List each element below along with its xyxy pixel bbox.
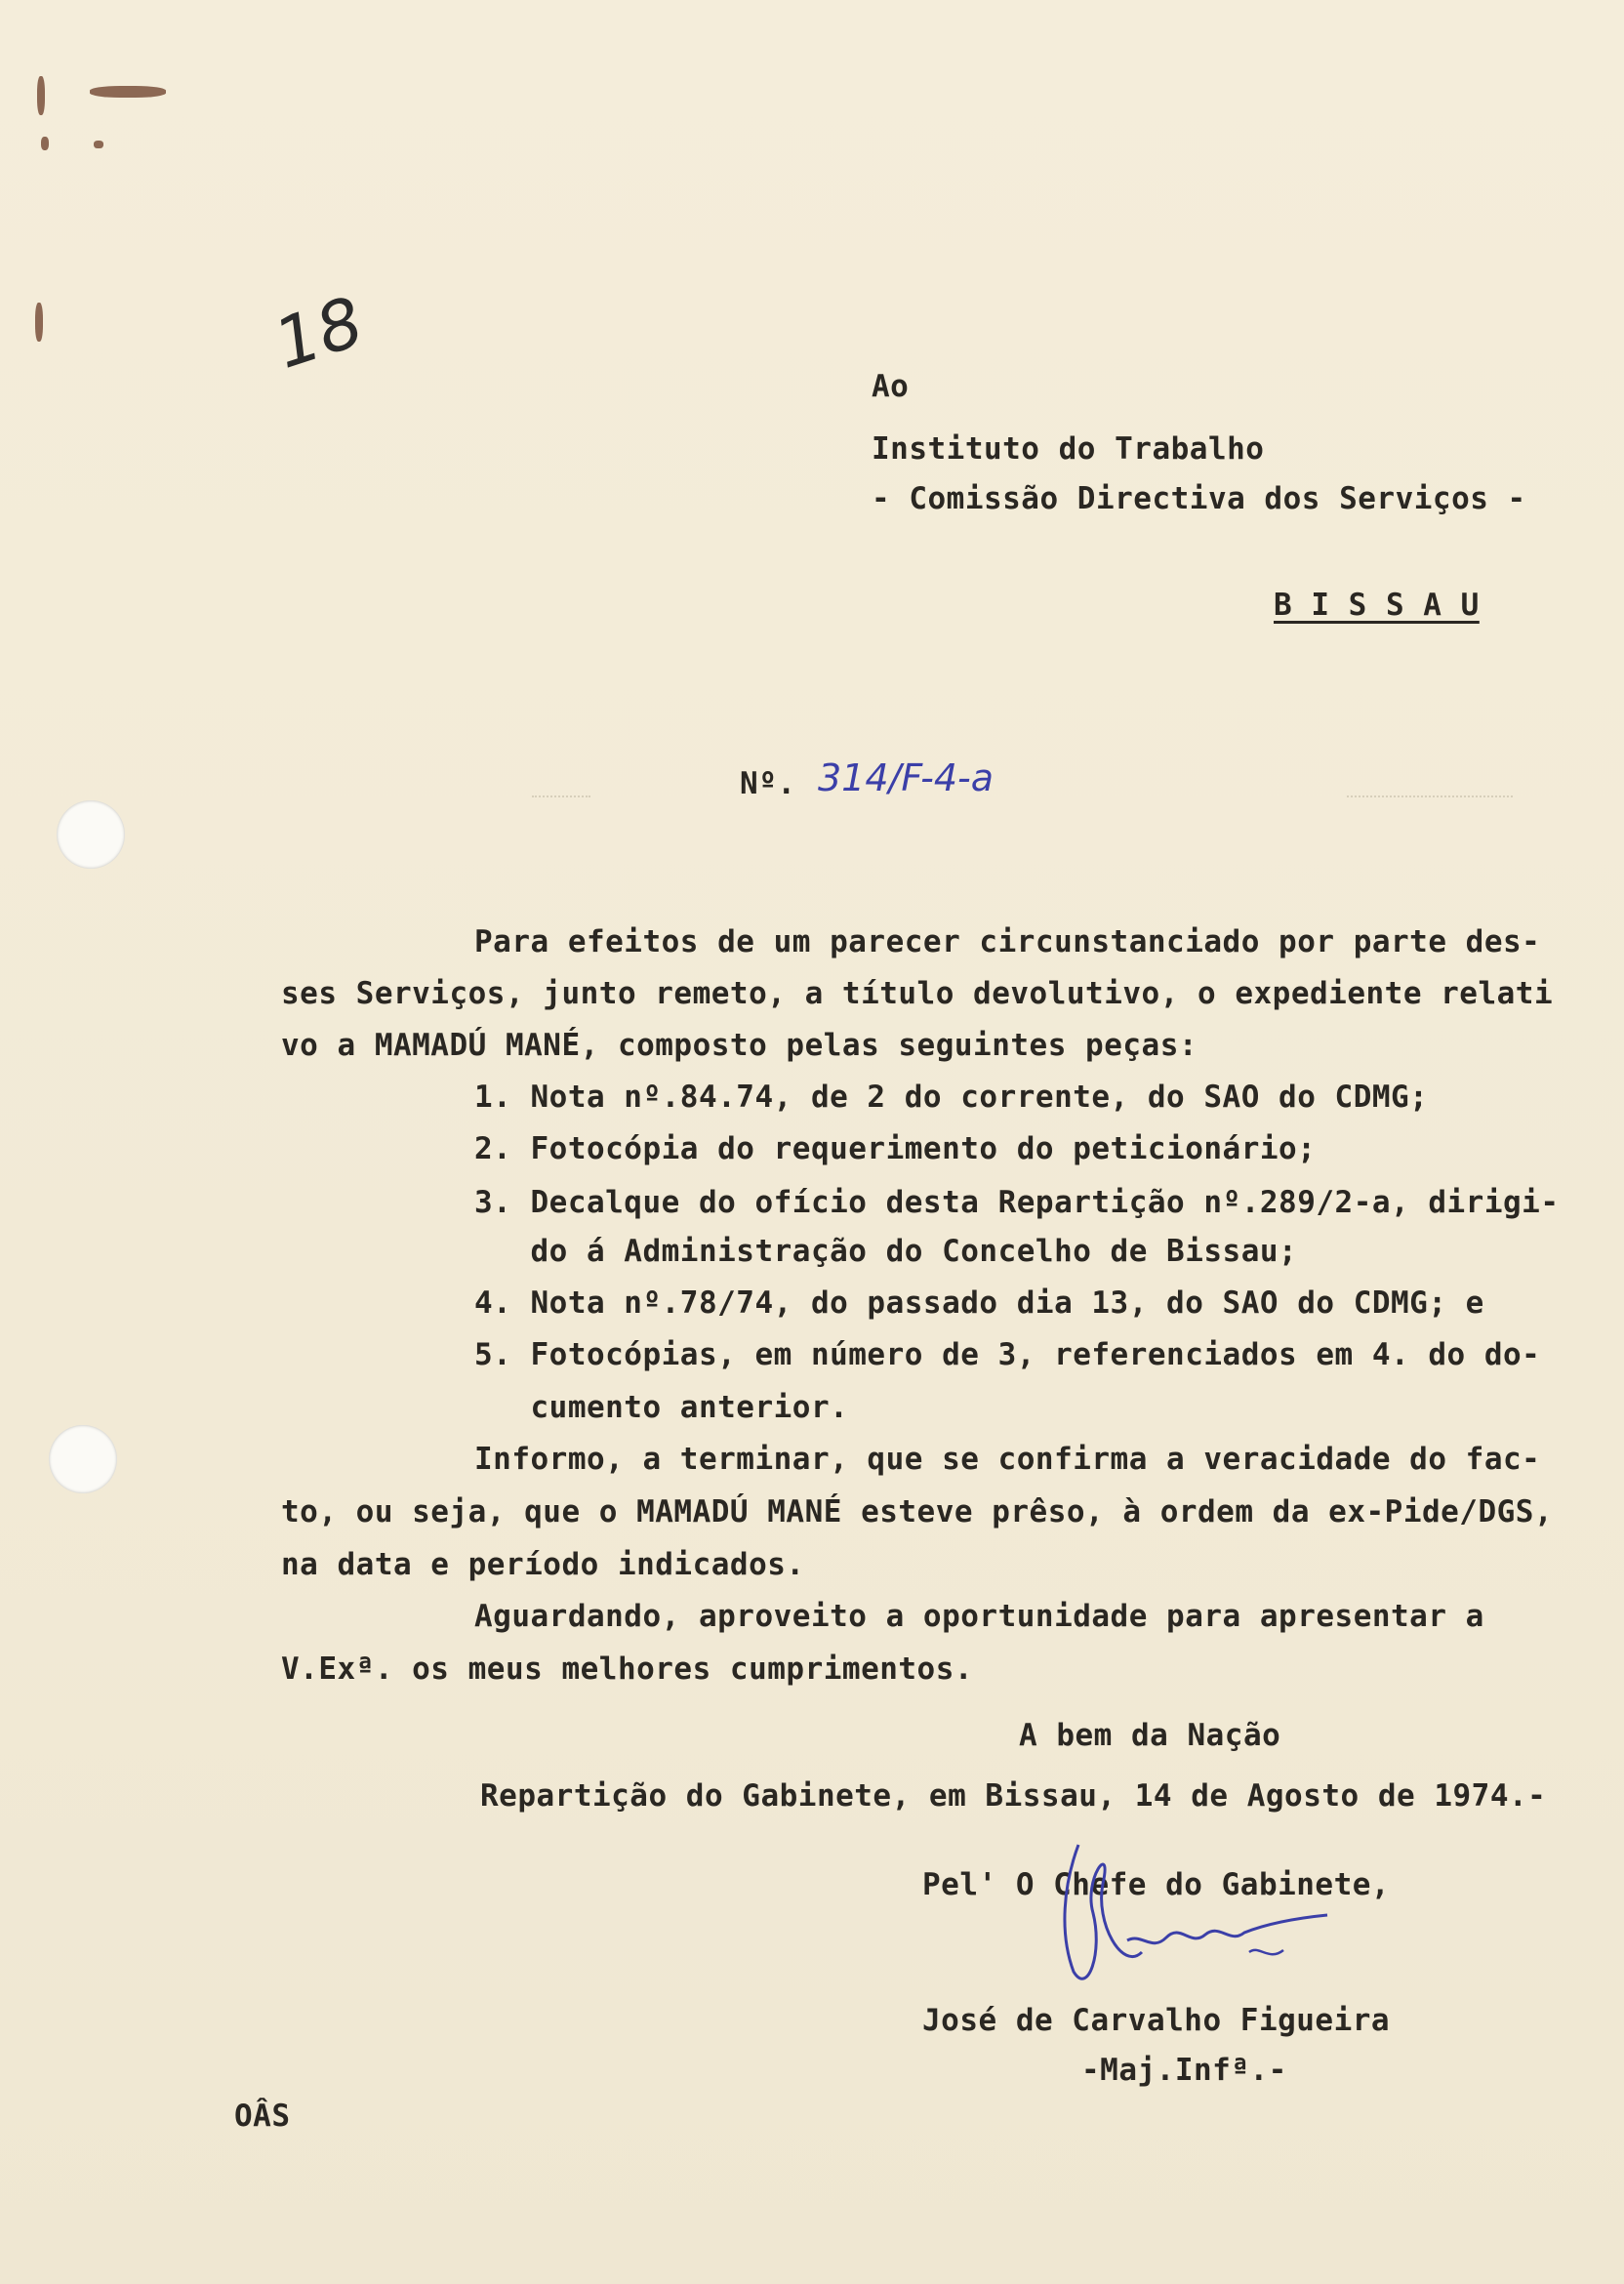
signatory-name: José de Carvalho Figueira (922, 2003, 1391, 2038)
body-line: Aguardando, aproveito a oportunidade para apresentar a (474, 1599, 1484, 1634)
body-line: ses Serviços, junto remeto, a título devolutivo, o expediente relati (281, 976, 1554, 1011)
city-name: B I S S A U (1274, 588, 1480, 623)
list-item: do á Administração do Concelho de Bissau; (474, 1234, 1298, 1269)
list-item: 2. Fotocópia do requerimento do peticionário; (474, 1131, 1317, 1166)
list-item: 4. Nota nº.78/74, do passado dia 13, do SAO do CDMG; e (474, 1285, 1484, 1321)
body-line: to, ou seja, que o MAMADÚ MANÉ esteve prêso, à ordem da ex-Pide/DGS, (281, 1494, 1554, 1529)
faint-mark (532, 795, 590, 797)
faint-mark (1347, 795, 1513, 797)
salutation: Ao (872, 369, 910, 404)
handwritten-reference-number: 314/F-4-a (818, 756, 994, 799)
body-line: V.Exª. os meus melhores cumprimentos. (281, 1652, 974, 1687)
reference-label: Nº. (740, 766, 796, 801)
motto: A bem da Nação (1019, 1718, 1281, 1753)
list-item: 5. Fotocópias, em número de 3, referenciados em 4. do do- (474, 1337, 1541, 1372)
list-item: 1. Nota nº.84.74, de 2 do corrente, do SAO do CDMG; (474, 1080, 1429, 1115)
body-line: na data e período indicados. (281, 1547, 805, 1582)
department-name: - Comissão Directiva dos Serviços - (872, 481, 1526, 516)
institution-name: Instituto do Trabalho (872, 431, 1265, 467)
body-line: Para efeitos de um parecer circunstanciado por parte des- (474, 924, 1541, 959)
rust-stain (41, 137, 49, 150)
punch-hole-top (57, 800, 125, 869)
punch-hole-bottom (49, 1425, 117, 1493)
signature (1035, 1825, 1347, 2001)
body-line: Informo, a terminar, que se confirma a veracidade do fac- (474, 1442, 1541, 1477)
handwritten-page-number: 18 (264, 281, 373, 385)
rust-stain (90, 86, 166, 98)
rust-stain (35, 303, 43, 342)
rust-stain (94, 141, 103, 148)
signatory-rank: -Maj.Infª.- (1081, 2053, 1287, 2088)
on-behalf-line: Pel' O Chefe do Gabinete, (922, 1867, 1391, 1902)
rust-stain (37, 76, 45, 115)
list-item: cumento anterior. (474, 1390, 849, 1425)
place-date: Repartição do Gabinete, em Bissau, 14 de Agosto de 1974.- (480, 1778, 1547, 1814)
body-line: vo a MAMADÚ MANÉ, composto pelas seguintes peças: (281, 1028, 1198, 1063)
list-item: 3. Decalque do ofício desta Repartição nº.289/2-a, dirigi- (474, 1185, 1560, 1220)
typist-initials: OÂS (234, 2099, 291, 2134)
